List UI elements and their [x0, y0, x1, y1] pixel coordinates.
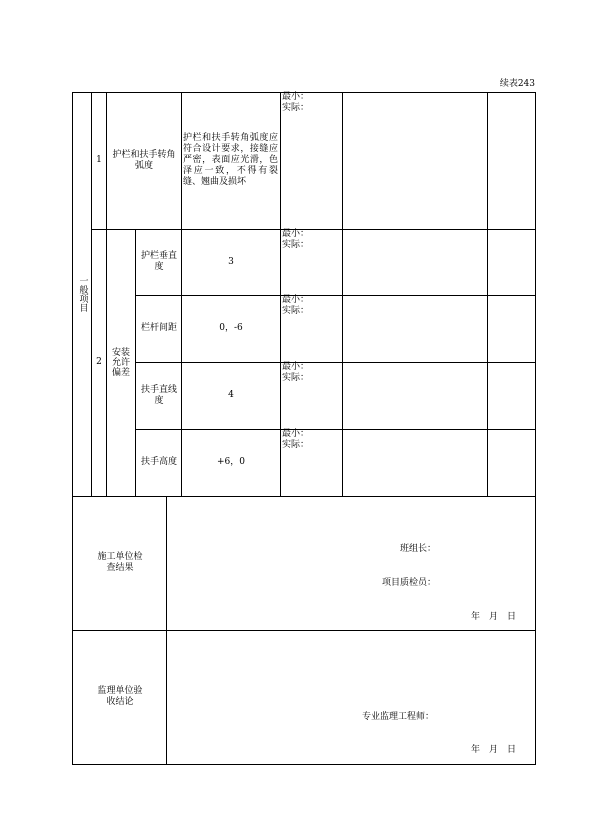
construction-unit-label: 施工单位检查结果: [97, 552, 143, 573]
general-items-label: 一般项目: [77, 276, 88, 312]
construction-date: 年 月 日: [471, 612, 517, 622]
subitem-tolerance: +6，0: [217, 457, 245, 467]
row-1-actual-label: 实际：: [282, 103, 310, 113]
actual-label: 实际：: [282, 440, 310, 450]
quality-inspector-label: 项目质检员：: [382, 578, 437, 588]
subitem-measure: [282, 295, 340, 362]
subitem-name: 护栏垂直度: [140, 251, 177, 272]
subitem-measure: [282, 429, 340, 496]
subitem-tolerance: 4: [228, 390, 234, 400]
row-2-group-text: 安装允许偏差: [111, 347, 130, 378]
row-1-measure: [282, 92, 340, 229]
actual-label: 实际：: [282, 240, 310, 250]
supervision-unit-label: 监理单位验收结论: [97, 686, 143, 707]
subitem-name: 扶手高度: [140, 457, 177, 467]
subitem-measure: [282, 362, 340, 429]
supervision-date: 年 月 日: [471, 745, 517, 755]
subitem-name: 栏杆间距: [140, 323, 177, 333]
row-1-index: 1: [96, 155, 102, 165]
row-2-index: 2: [96, 357, 102, 367]
actual-label: 实际：: [282, 306, 310, 316]
min-label: 最小：: [282, 229, 310, 239]
min-label: 最小：: [282, 295, 310, 305]
row-1-item: 护栏和扶手转角弧度: [112, 149, 176, 171]
row-1-min-label: 最小：: [282, 92, 310, 102]
actual-label: 实际：: [282, 373, 310, 383]
subitem-tolerance: 0，-6: [219, 323, 243, 333]
team-leader-label: 班组长：: [400, 544, 437, 554]
supervision-engineer-label: 专业监理工程师：: [362, 712, 435, 722]
row-1-requirement: 护栏和扶手转角弧度应符合设计要求，接缝应严密，表面应光滑，色泽应一致，不得有裂缝、翘曲及损坏: [183, 133, 278, 187]
min-label: 最小：: [282, 429, 310, 439]
row-2-group: [108, 229, 134, 496]
continued-table-label: 续表243: [499, 79, 535, 89]
subitem-name: 扶手直线度: [140, 384, 177, 406]
min-label: 最小：: [282, 362, 310, 372]
subitem-tolerance: 3: [228, 256, 234, 267]
subitem-measure: [282, 229, 340, 295]
